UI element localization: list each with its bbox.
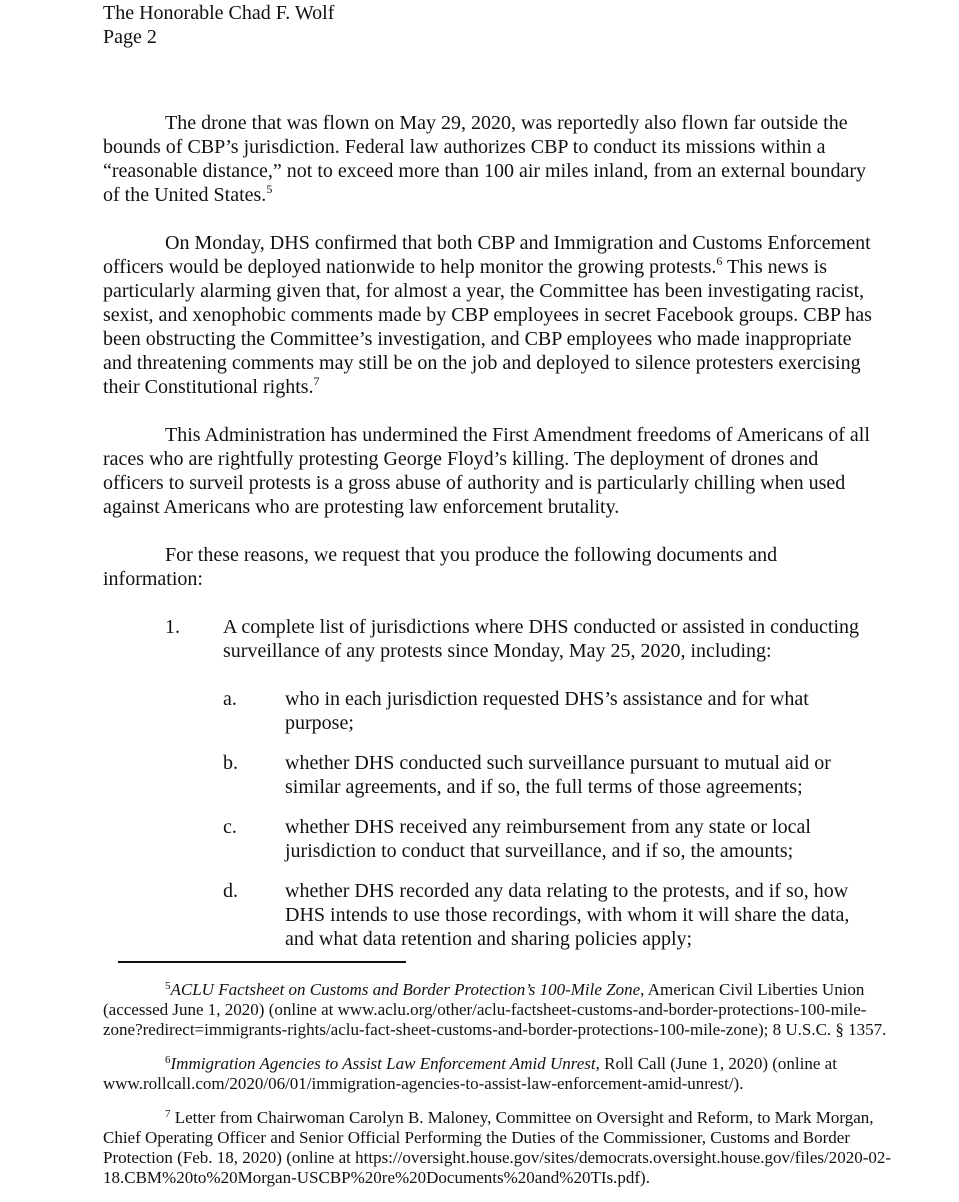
paragraph: For these reasons, we request that you produce the following documents and information:	[103, 544, 778, 590]
request-subitem: d. whether DHS recorded any data relating to the protests, and if so, how DHS intends to use those recordings, with whom it will share the data, and what data retention and sharing policies apply;	[223, 880, 850, 950]
paragraph: The drone that was flown on May 29, 2020, was reportedly also flown far outside the bounds of CBP’s jurisdiction. Federal law authorizes CBP to conduct its missions within a “reasonable distance,” not to exceed more than 100 air miles inland, from an external boundary of the United States.$^5$	[103, 112, 867, 206]
request-item: 1. A complete list of jurisdictions where DHS conducted or assisted in conducting surveillance of any protests since Monday, May 25, 2020, including:	[165, 616, 859, 662]
footnote: $^6$Immigration Agencies to Assist Law Enforcement Amid Unrest, Roll Call (June 1, 2020) (online at www.rollcall.com/2020/06/01/immigration-agencies-to-assist-law-enforcement-amid-unrest/).	[103, 1054, 837, 1093]
request-subitem: b. whether DHS conducted such surveillance pursuant to mutual aid or similar agreements, and if so, the full terms of those agreements;	[223, 752, 831, 798]
footnotes	[103, 980, 893, 1202]
footnote: $^5$ACLU Factsheet on Customs and Border Protection’s 100-Mile Zone, American Civil Liberties Union (accessed June 1, 2020) (online at www.aclu.org/other/aclu-factsheet-customs-and-border-protections-100-mile-zone?redirect=immigrants-rights/aclu-fact-sheet-customs-and-border-protections-100-mile-zone); 8 U.S.C. § 1357.	[103, 980, 887, 1039]
letter-page	[103, 1, 878, 967]
page-number: Page 2	[103, 26, 157, 48]
footnote-ref: 5	[266, 182, 273, 196]
recipient: The Honorable Chad F. Wolf	[103, 2, 335, 24]
request-subitem: a. who in each jurisdiction requested DHS’s assistance and for what purpose;	[223, 688, 809, 734]
paragraph: On Monday, DHS confirmed that both CBP and Immigration and Customs Enforcement officers would be deployed nationwide to help monitor the growing protests.$^6$ This news is particularly alarming given that, for almost a year, the Committee has been investigating racist, sexist, and xenophobic comments made by CBP employees in secret Facebook groups. CBP has been obstructing the Committee’s investigation, and CBP employees who made inappropriate and threatening comments may still be on the job and deployed to silence protesters exercising their Constitutional rights.$^7$	[103, 232, 872, 398]
footnote-ref: 7	[313, 374, 320, 388]
footnote-ref: 6	[716, 254, 723, 268]
letter-header	[103, 1, 878, 49]
footnote: $^7$ Letter from Chairwoman Carolyn B. Maloney, Committee on Oversight and Reform, to Mark Morgan, Chief Operating Officer and Senior Official Performing the Duties of the Commissioner, Customs and Border Protection (Feb. 18, 2020) (online at https://oversight.house.gov/sites/democrats.oversight.house.gov/files/2020-02-18.CBM%20to%20Morgan-USCBP%20re%20Documents%20and%20TIs.pdf).	[103, 1108, 892, 1187]
paragraph: This Administration has undermined the First Amendment freedoms of Americans of all races who are rightfully protesting George Floyd’s killing. The deployment of drones and officers to surveil protests is a gross abuse of authority and is particularly chilling when used against Americans who are protesting law enforcement brutality.	[103, 424, 870, 518]
footnote-divider	[118, 961, 406, 963]
request-subitem: c. whether DHS received any reimbursement from any state or local jurisdiction to conduct that surveillance, and if so, the amounts;	[223, 816, 811, 862]
